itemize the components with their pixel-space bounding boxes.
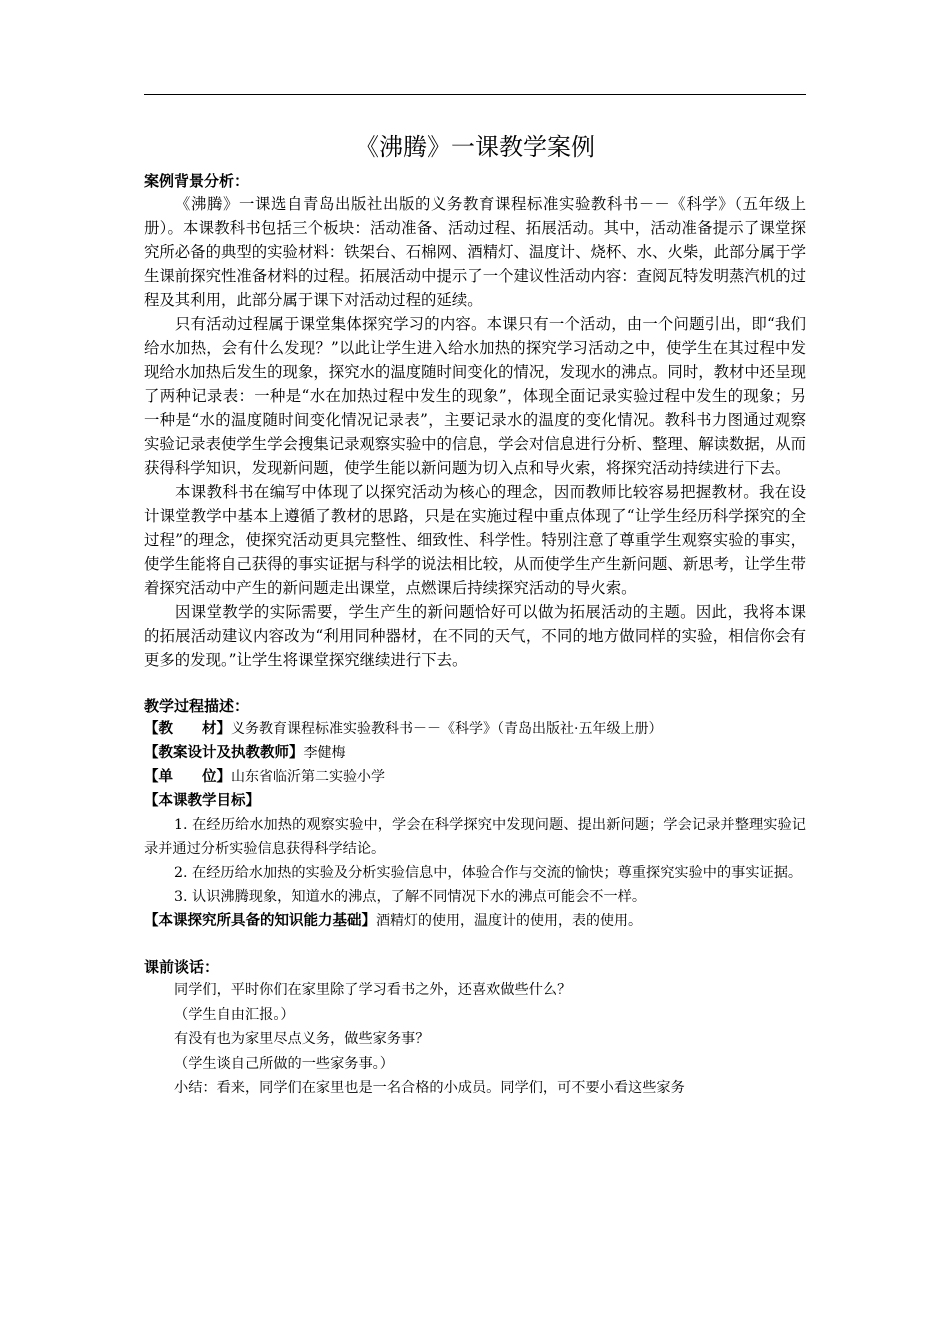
goals-label: 【本课教学目标】 (144, 793, 260, 809)
basis-label: 【本课探究所具备的知识能力基础】 (144, 913, 376, 929)
pretalk-line-3: 有没有也为家里尽点义务，做些家务事？ (174, 1031, 430, 1047)
basis-value: 酒精灯的使用，温度计的使用，表的使用。 (376, 913, 642, 929)
designer-label: 【教案设计及执教教师】 (144, 745, 304, 761)
pretalk-line-4: （学生谈自己所做的一些家务事。） (174, 1055, 394, 1072)
background-heading: 案例背景分析： (144, 172, 250, 190)
background-paragraph-1: 《沸腾》一课选自青岛出版社出版的义务教育课程标准实验教科书－－《科学》（五年级上册）。本课教科书包括三个板块：活动准备、活动过程、拓展活动。其中，活动准备提示了课堂探究所必备的典型的实验材料：铁架台、石棉网、酒精灯、温度计、烧杯、水、火柴，此部分属于学生课前探究性准备材料的过程。拓展活动中提示了一个建议性活动内容：查阅瓦特发明蒸汽机的过程及其利用，此部分属于课下对活动过程的延续。 (144, 195, 806, 309)
pretalk-heading: 课前谈话： (144, 958, 220, 976)
pretalk-line-1: 同学们，平时你们在家里除了学习看书之外，还喜欢做些什么？ (174, 982, 572, 998)
section-spacer (144, 672, 806, 696)
pretalk-line-5: 小结：看来，同学们在家里也是一名合格的小成员。同学们，可不要小看这些家务 (174, 1080, 685, 1096)
goal-item-1: 1. 在经历给水加热的观察实验中，学会在科学探究中发现问题、提出新问题；学会记录并整理实验记录并通过分析实验信息获得科学结论。 (144, 817, 806, 857)
process-heading: 教学过程描述： (144, 697, 250, 715)
section-spacer (144, 933, 806, 957)
goals-field (144, 789, 806, 813)
background-paragraph-4: 因课堂教学的实际需要，学生产生的新问题恰好可以做为拓展活动的主题。因此，我将本课的拓展活动建议内容改为“利用同种器材，在不同的天气，不同的地方做同样的实验，相信你会有更多的发现。”让学生将课堂探究继续进行下去。 (144, 603, 806, 669)
header-rule (144, 94, 806, 95)
material-label: 【教 材】 (144, 721, 231, 737)
unit-label: 【单 位】 (144, 769, 231, 785)
unit-value: 山东省临沂第二实验小学 (231, 769, 385, 785)
designer-field (144, 741, 806, 765)
material-value: 义务教育课程标准实验教科书－－《科学》（青岛出版社·五年级上册） (231, 721, 663, 737)
material-field (144, 717, 806, 741)
unit-field (144, 765, 806, 789)
pretalk-line-2: （学生自由汇报。） (174, 1006, 295, 1023)
designer-value: 李健梅 (303, 745, 346, 761)
basis-field (144, 909, 806, 933)
background-paragraph-2: 只有活动过程属于课堂集体探究学习的内容。本课只有一个活动，由一个问题引出，即“我们给水加热，会有什么发现？”以此让学生进入给水加热的探究学习活动之中，使学生在其过程中发现给水加热后发生的现象，探究水的温度随时间变化的情况，发现水的沸点。同时，教材中还呈现了两种记录表：一种是“水在加热过程中发生的现象”，体现全面记录实验过程中发生的现象；另一种是“水的温度随时间变化情况记录表”，主要记录水的温度的变化情况。教科书力图通过观察实验记录表使学生学会搜集记录观察实验中的信息，学会对信息进行分析、整理、解读数据，从而获得科学知识，发现新问题，使学生能以新问题为切入点和导火索，将探究活动持续进行下去。 (144, 315, 806, 477)
background-paragraph-3: 本课教科书在编写中体现了以探究活动为核心的理念，因而教师比较容易把握教材。我在设计课堂教学中基本上遵循了教材的思路，只是在实施过程中重点体现了“让学生经历科学探究的全过程”的理念，使探究活动更具完整性、细致性、科学性。特别注意了尊重学生观察实验的事实，使学生能将自己获得的事实证据与科学的说法相比较，从而使学生产生新问题、新思考，让学生带着探究活动中产生的新问题走出课堂，点燃课后持续探究活动的导火索。 (144, 483, 806, 597)
goal-item-2: 2. 在经历给水加热的实验及分析实验信息中，体验合作与交流的愉快；尊重探究实验中的事实证据。 (174, 865, 803, 881)
goal-item-3: 3. 认识沸腾现象，知道水的沸点，了解不同情况下水的沸点可能会不一样。 (174, 889, 647, 905)
document-title: 《沸腾》一课教学案例 (355, 133, 595, 161)
document-body (144, 130, 806, 1101)
